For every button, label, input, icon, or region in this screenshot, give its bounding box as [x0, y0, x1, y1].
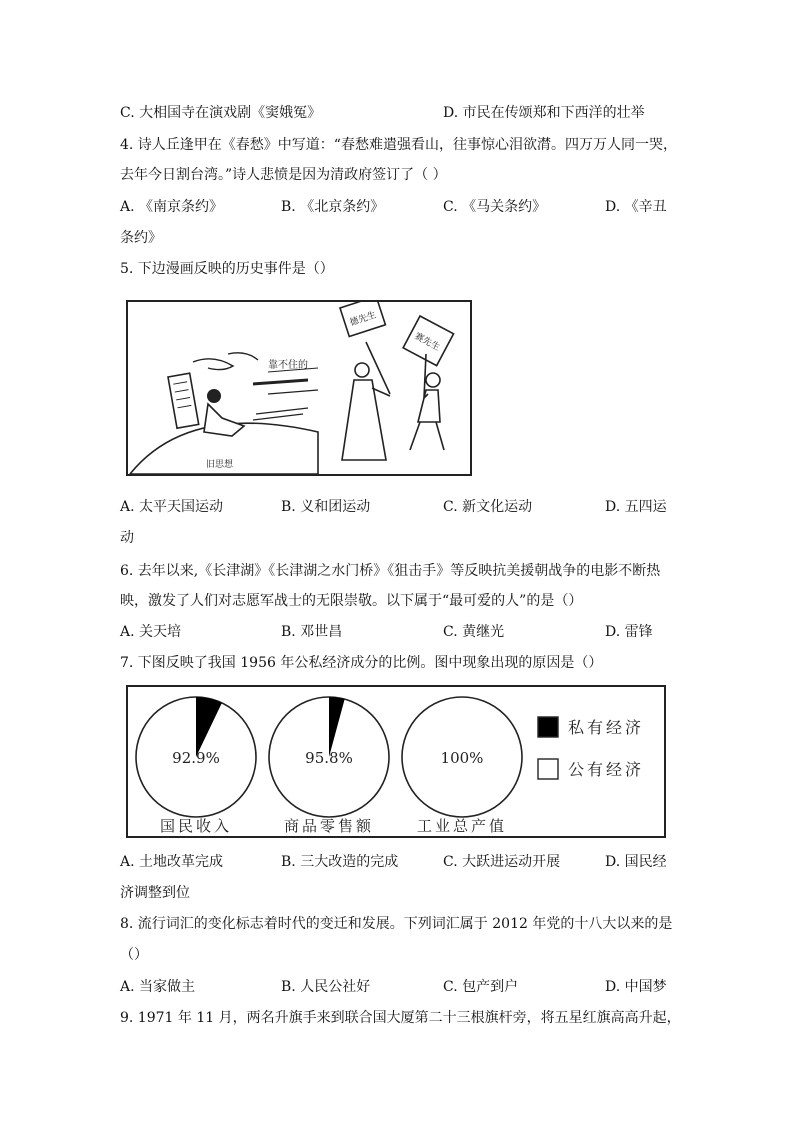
q3-option-c: C. 大相国寺在演戏剧《窦娥冤》: [120, 105, 322, 121]
q8-stem-line2: （）: [120, 947, 148, 963]
cartoon-banner-left: 德先生: [348, 310, 378, 329]
pie-3: [402, 697, 522, 835]
q7-option-d: D. 国民经: [605, 854, 667, 870]
q9-stem-line1: 9. 1971 年 11 月，两名升旗手来到联合国大厦第二十三根旗杆旁，将五星红旗高高升起，: [120, 1010, 681, 1026]
q8-option-c: C. 包产到户: [443, 979, 519, 995]
q5-option-c: C. 新文化运动: [443, 499, 533, 515]
q7-option-c: C. 大跃进运动开展: [443, 854, 561, 870]
q5-option-a: A. 太平天国运动: [120, 499, 224, 515]
q3-option-d: D. 市民在传颂郑和下西洋的壮举: [443, 105, 645, 121]
q6-stem-line2: 映，激发了人们对志愿军战士的无限崇敬。以下属于“最可爱的人”的是（）: [120, 593, 583, 609]
pie-value-label: 92.9%: [172, 749, 220, 767]
q7-option-b: B. 三大改造的完成: [281, 854, 399, 870]
q8-option-b: B. 人民公社好: [281, 979, 371, 995]
q8-stem-line1: 8. 流行词汇的变化标志着时代的变迁和发展。下列词汇属于 2012 年党的十八大以来的是: [120, 916, 673, 932]
q4-stem-line1: 4. 诗人丘逢甲在《春愁》中写道：“春愁难遣强看山，往事惊心泪欲潸。四万万人同一哭，: [120, 137, 677, 153]
q8-option-a: A. 当家做主: [120, 979, 196, 995]
legend-label: 公有经济: [568, 760, 645, 779]
legend-label: 私有经济: [568, 718, 645, 737]
q4-option-c: C. 《马关条约》: [443, 199, 547, 215]
q4-option-d: D. 《辛丑: [605, 199, 667, 215]
q6-option-d: D. 雷锋: [605, 624, 653, 640]
q5-stem: 5. 下边漫画反映的历史事件是（）: [120, 261, 334, 277]
q7-pie-chart-figure: [126, 685, 666, 838]
q5-option-b: B. 义和团运动: [281, 499, 371, 515]
pie-2: [269, 697, 389, 835]
q8-option-d: D. 中国梦: [605, 979, 667, 995]
q4-stem-line2: 去年今日割台湾。”诗人悲愤是因为清政府签订了（ ）: [120, 167, 447, 183]
q6-stem-line1: 6. 去年以来,《长津湖》《长津湖之水门桥》《狙击手》等反映抗美援朝战争的电影不断热: [120, 563, 661, 579]
pie-value-label: 95.8%: [305, 749, 353, 767]
q7-option-a: A. 土地改革完成: [120, 854, 224, 870]
q7-stem: 7. 下图反映了我国 1956 年公私经济成分的比例。图中现象出现的原因是（）: [120, 655, 603, 671]
q5-option-d-continued: 动: [120, 530, 134, 546]
q4-option-b: B. 《北京条约》: [281, 199, 385, 215]
cartoon-base-text: 旧思想: [206, 460, 234, 470]
pie-value-label: 100%: [440, 749, 484, 767]
q4-option-a: A. 《南京条约》: [120, 199, 224, 215]
cartoon-banner-right: 赛先生: [412, 331, 442, 354]
q4-option-d-continued: 条约》: [120, 230, 162, 246]
q6-option-b: B. 邓世昌: [281, 624, 343, 640]
pie-category-label: 国民收入: [159, 817, 233, 835]
legend-swatch: [538, 759, 558, 779]
q6-option-c: C. 黄继光: [443, 624, 505, 640]
legend-swatch: [538, 717, 558, 737]
cartoon-scroll-text: 靠不住的: [268, 360, 308, 371]
pie-category-label: 商品零售额: [283, 817, 375, 835]
q6-option-a: A. 关天培: [120, 624, 182, 640]
q7-option-d-continued: 济调整到位: [120, 885, 190, 901]
pie-category-label: 工业总产值: [416, 817, 508, 835]
pie-1: [136, 697, 256, 835]
q5-option-d: D. 五四运: [605, 499, 667, 515]
q5-cartoon: [126, 300, 472, 476]
